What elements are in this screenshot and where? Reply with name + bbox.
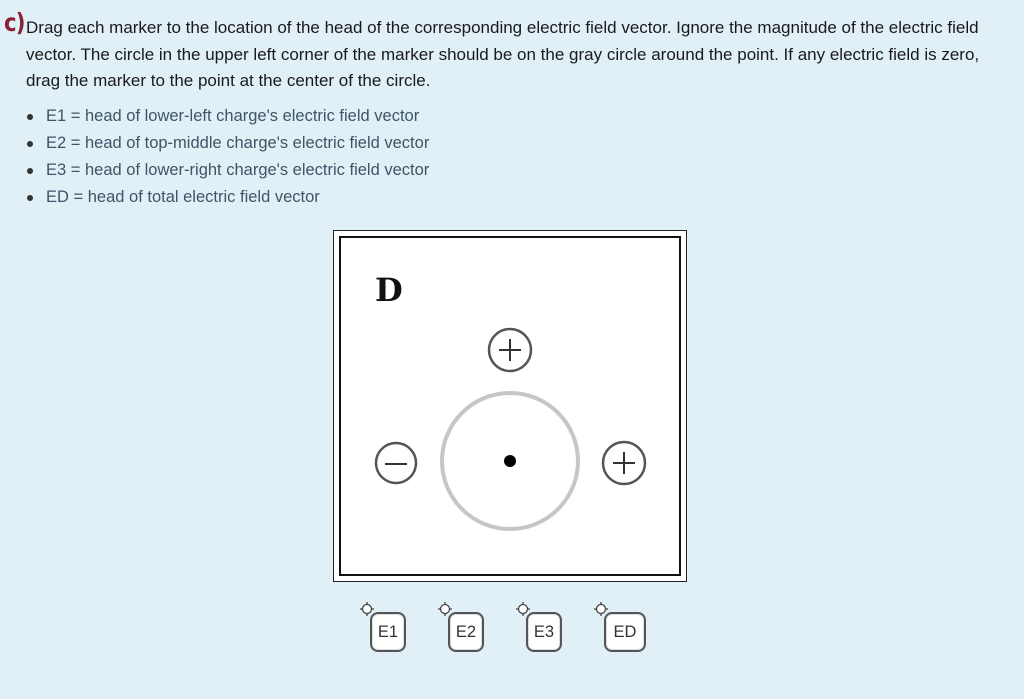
field-figure — [333, 230, 687, 582]
marker-e3[interactable] — [516, 602, 568, 654]
field-point — [504, 455, 516, 467]
instructions-text: Drag each marker to the location of the head of the corresponding electric field vector. Ignore the magnitude of the electric field vector. The circle in the upper left corner of the marker should be on the gray circle around the point. If any electric field is zero, drag the marker to the point at the center of the circle. — [26, 18, 980, 90]
charge-lower-right — [603, 442, 645, 484]
list-item: E2 = head of top-middle charge's electric field vector — [26, 130, 429, 157]
figure-label: D — [375, 271, 403, 309]
charge-top-middle — [489, 329, 531, 371]
marker-definitions-list — [26, 103, 429, 211]
list-item: E1 = head of lower-left charge's electric field vector — [26, 103, 429, 130]
marker-e2[interactable] — [438, 602, 490, 654]
marker-label[interactable]: E1 — [370, 612, 406, 652]
marker-e1[interactable] — [360, 602, 412, 654]
list-item: ED = head of total electric field vector — [26, 184, 429, 211]
marker-label[interactable]: ED — [604, 612, 646, 652]
part-label: c) — [4, 8, 25, 37]
field-diagram[interactable] — [334, 231, 688, 583]
charge-lower-left — [376, 443, 416, 483]
marker-label[interactable]: E3 — [526, 612, 562, 652]
list-item: E3 = head of lower-right charge's electric field vector — [26, 157, 429, 184]
marker-label[interactable]: E2 — [448, 612, 484, 652]
marker-ed[interactable] — [594, 602, 646, 654]
